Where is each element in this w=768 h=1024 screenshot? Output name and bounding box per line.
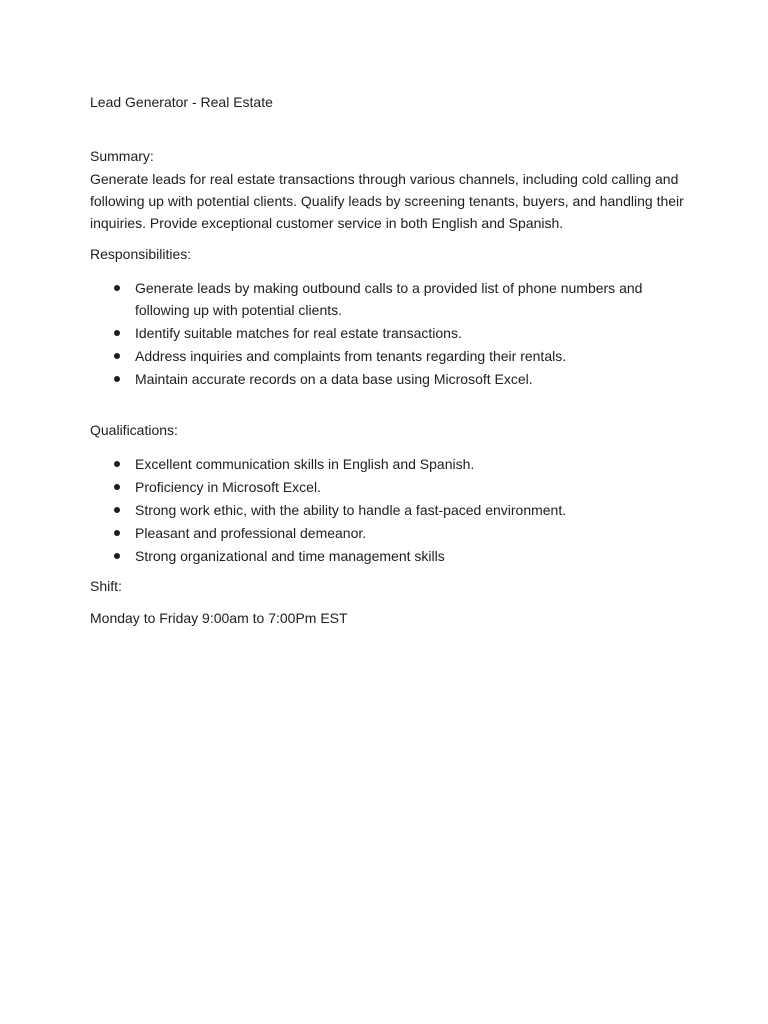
shift-heading: Shift:	[90, 578, 122, 594]
list-item-text: Pleasant and professional demeanor.	[135, 525, 367, 541]
shift-text: Monday to Friday 9:00am to 7:00Pm EST	[90, 610, 348, 626]
bullet-icon	[114, 553, 120, 559]
summary-heading: Summary:	[90, 148, 154, 164]
list-item	[90, 453, 690, 475]
bullet-icon	[114, 330, 120, 336]
list-item-text: Proficiency in Microsoft Excel.	[135, 479, 321, 495]
list-item	[90, 322, 690, 344]
list-item	[90, 345, 690, 367]
bullet-icon	[114, 484, 120, 490]
document-title: Lead Generator - Real Estate	[90, 94, 273, 110]
list-item-text: Strong work ethic, with the ability to handle a fast-paced environment.	[135, 502, 567, 518]
list-item-text: Identify suitable matches for real estate transactions.	[135, 325, 462, 341]
bullet-icon	[114, 353, 120, 359]
bullet-icon	[114, 507, 120, 513]
bullet-icon	[114, 530, 120, 536]
list-item	[90, 476, 690, 498]
qualifications-list	[90, 453, 690, 567]
list-item-text: Maintain accurate records on a data base using Microsoft Excel.	[135, 371, 533, 387]
bullet-icon	[114, 376, 120, 382]
list-item	[90, 368, 690, 390]
summary-text: Generate leads for real estate transactions through various channels, including cold calling and following up with potential clients. Qualify leads by screening tenants, buyers, and handling their inquiries. Provide exceptional customer service in both English and Spanish.	[90, 171, 684, 231]
list-item	[90, 277, 690, 321]
list-item-text: Excellent communication skills in English and Spanish.	[135, 456, 475, 472]
list-item-text: Generate leads by making outbound calls to a provided list of phone numbers and following up with potential clients.	[135, 280, 643, 318]
bullet-icon	[114, 285, 120, 291]
list-item-text: Strong organizational and time management skills	[135, 548, 445, 564]
responsibilities-list	[90, 277, 690, 390]
bullet-icon	[114, 461, 120, 467]
list-item	[90, 545, 690, 567]
list-item	[90, 522, 690, 544]
responsibilities-heading: Responsibilities:	[90, 246, 192, 262]
list-item	[90, 499, 690, 521]
document-page	[90, 92, 690, 628]
list-item-text: Address inquiries and complaints from tenants regarding their rentals.	[135, 348, 567, 364]
qualifications-heading: Qualifications:	[90, 422, 178, 438]
